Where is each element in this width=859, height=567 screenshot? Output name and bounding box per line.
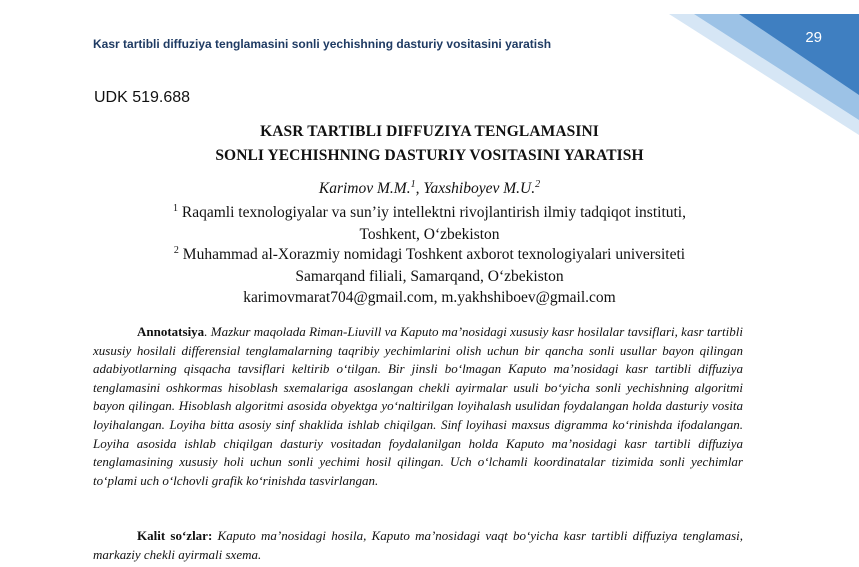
affiliation-1-text: Raqamli texnologiyalar va sun’iy intellektni rivojlantirish ilmiy tadqiqot instituti, (181, 204, 686, 221)
affiliation-2-sup: 2 (173, 244, 179, 256)
abstract-label-punct: . (204, 324, 211, 339)
author-2: Yaxshiboyev M.U. (423, 180, 536, 197)
author-separator: , (415, 180, 424, 197)
affiliation-2-text: Muhammad al-Xorazmiy nomidagi Toshkent axborot texnologiyalari universiteti (182, 246, 686, 263)
author-1-sup: 1 (410, 178, 416, 190)
author-list (0, 180, 859, 198)
keywords-text: Kaputo ma’nosidagi hosila, Kaputo ma’nosidagi vaqt bo‘yicha kasr tartibli diffuziya tenglamasi, markaziy chekli ayirmali sxema. (93, 528, 743, 562)
article-title-line2: SONLI YECHISHNING DASTURIY VOSITASINI YARATISH (215, 147, 644, 164)
running-header: Kasr tartibli diffuziya tenglamasini sonli yechishning dasturiy vositasini yaratish (93, 37, 552, 51)
affiliation-1-line2: Toshkent, O‘zbekiston (359, 226, 500, 243)
page-number: 29 (805, 29, 822, 46)
affiliation-2-line1 (0, 246, 859, 264)
keywords-label: Kalit so‘zlar: (137, 528, 213, 543)
affiliation-1-sup: 1 (173, 202, 178, 214)
abstract-label: Annotatsiya (137, 324, 205, 339)
affiliation-2-line2: Samarqand filiali, Samarqand, O‘zbekiston (295, 268, 564, 285)
author-2-sup: 2 (535, 178, 541, 190)
keywords (93, 527, 743, 564)
abstract-text: Mazkur maqolada Riman-Liuvill va Kaputo ma’nosidagi xususiy kasr hosilalar tavsiflari, kasr tartibli xususiy hosilali differensial tenglamalarning taqribiy yechimlarini olish uchun bir qancha sonli usullar bayon qilingan adabiyotlarning qisqacha tavsiflari keltirib o‘tilgan. Bir jinsli bo‘lmagan Kaputo ma’nosidagi kasr tartibli diffuziya tenglamasini oshkormas hisoblash sxemalariga asoslangan chekli ayirmalar usuli bo‘yicha sonli yechishning algoritmi bayon qilingan. Hisoblash algoritmi asosida obyektga yo‘naltirilgan loyihalash usulidan foydalangan holda dasturiy vosita loyihalangan. Loyiha bitta asosiy sinf shaklida ishlab chiqilgan. Sinf loyihasi maxsus digramma ko‘rinishda ifodalangan. Loyiha asosida ishlab chiqilgan dasturiy vositadan foydalanilgan holda Kaputo ma’nosidagi kasr tartibli diffuziya tenglamasining xususiy holi uchun sonli yechimi hosil qilingan. Uch o‘lchamli koordinatalar tizimida sonli yechimlar to‘plami uch o‘lchovli grafik ko‘rinishda tasvirlangan. (93, 324, 743, 488)
affiliation-1-line1 (0, 204, 859, 222)
corner-decoration (669, 0, 859, 135)
author-1: Karimov M.M. (318, 180, 411, 197)
udk-code: UDK 519.688 (94, 89, 191, 106)
article-title-line1: KASR TARTIBLI DIFFUZIYA TENGLAMASINI (260, 123, 599, 140)
abstract (93, 323, 743, 490)
author-emails: karimovmarat704@gmail.com, m.yakhshiboev@gmail.com (243, 289, 616, 306)
